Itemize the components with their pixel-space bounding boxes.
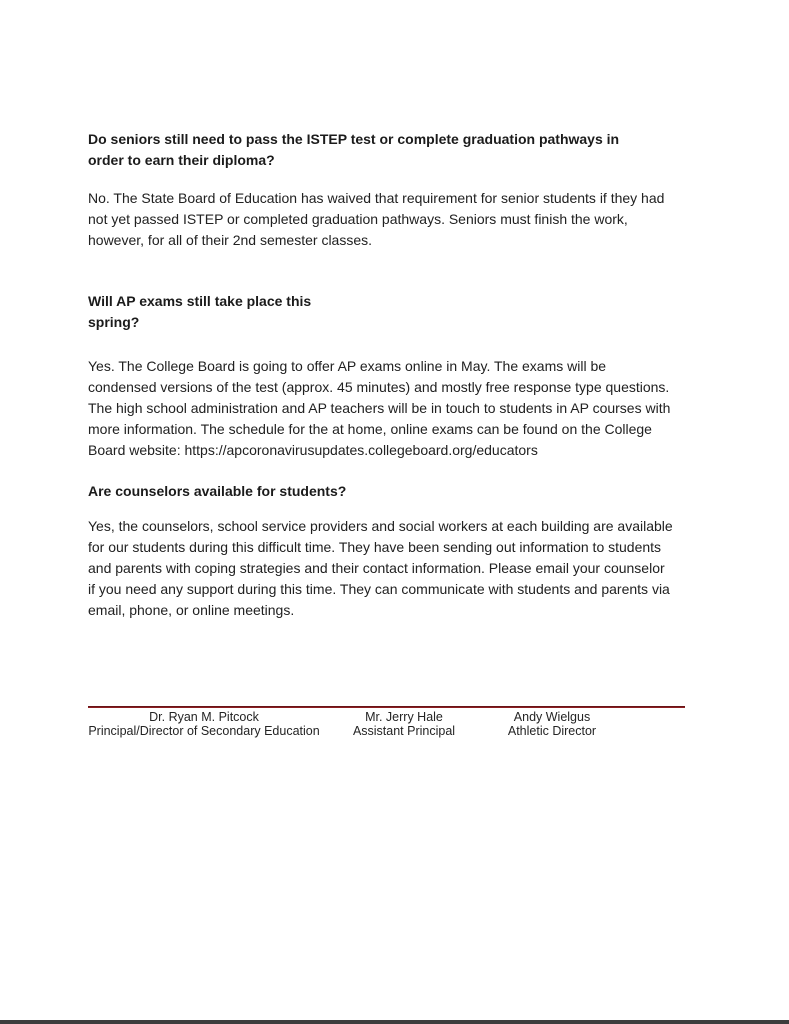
answer-paragraph-ap-exams [88,356,768,461]
signatory-wielgus [462,710,642,738]
paragraph-line: however, for all of their 2nd semester classes. [88,232,373,248]
signatory-title: Assistant Principal [352,724,456,738]
signatory-name: Mr. Jerry Hale [365,710,443,724]
paragraph-line: for our students during this difficult time. They have been sending out information to students [88,539,662,555]
question-heading-ap-exams [88,291,768,333]
question-heading-counselors [88,481,768,502]
paragraph-line-with-url: Board website: https://apcoronavirusupdates.collegeboard.org/educators [88,442,538,458]
heading-line: Are counselors available for students? [88,483,347,499]
paragraph-line: No. The State Board of Education has waived that requirement for senior students if they had [88,190,665,206]
signature-block [88,706,685,740]
paragraph-line: not yet passed ISTEP or completed graduation pathways. Seniors must finish the work, [88,211,628,227]
signatory-name: Andy Wielgus [513,710,591,724]
paragraph-line: The high school administration and AP teachers will be in touch to students in AP courses with [88,400,671,416]
answer-paragraph-counselors [88,516,768,621]
paragraph-line: email, phone, or online meetings. [88,602,295,618]
signature-rule [88,706,685,708]
paragraph-line: more information. The schedule for the at home, online exams can be found on the College [88,421,652,437]
heading-line: order to earn their diploma? [88,152,275,168]
heading-line: Do seniors still need to pass the ISTEP test or complete graduation pathways in [88,131,620,147]
paragraph-line: Yes. The College Board is going to offer AP exams online in May. The exams will be [88,358,607,374]
heading-line: spring? [88,314,140,330]
question-heading-istep [88,129,768,171]
paragraph-line: and parents with coping strategies and their contact information. Please email your counselor [88,560,665,576]
paragraph-line: condensed versions of the test (approx. 45 minutes) and mostly free response type questions. [88,379,670,395]
paragraph-line: if you need any support during this time. They can communicate with students and parents via [88,581,670,597]
heading-line: Will AP exams still take place this [88,293,312,309]
paragraph-line: Yes, the counselors, school service providers and social workers at each building are available [88,518,673,534]
answer-paragraph-istep [88,188,768,251]
signatory-name: Dr. Ryan M. Pitcock [149,710,259,724]
signatory-title: Athletic Director [507,724,597,738]
signatory-pitcock [76,710,332,738]
bottom-edge-bar [0,1020,789,1024]
signatory-title: Principal/Director of Secondary Education [88,724,320,738]
